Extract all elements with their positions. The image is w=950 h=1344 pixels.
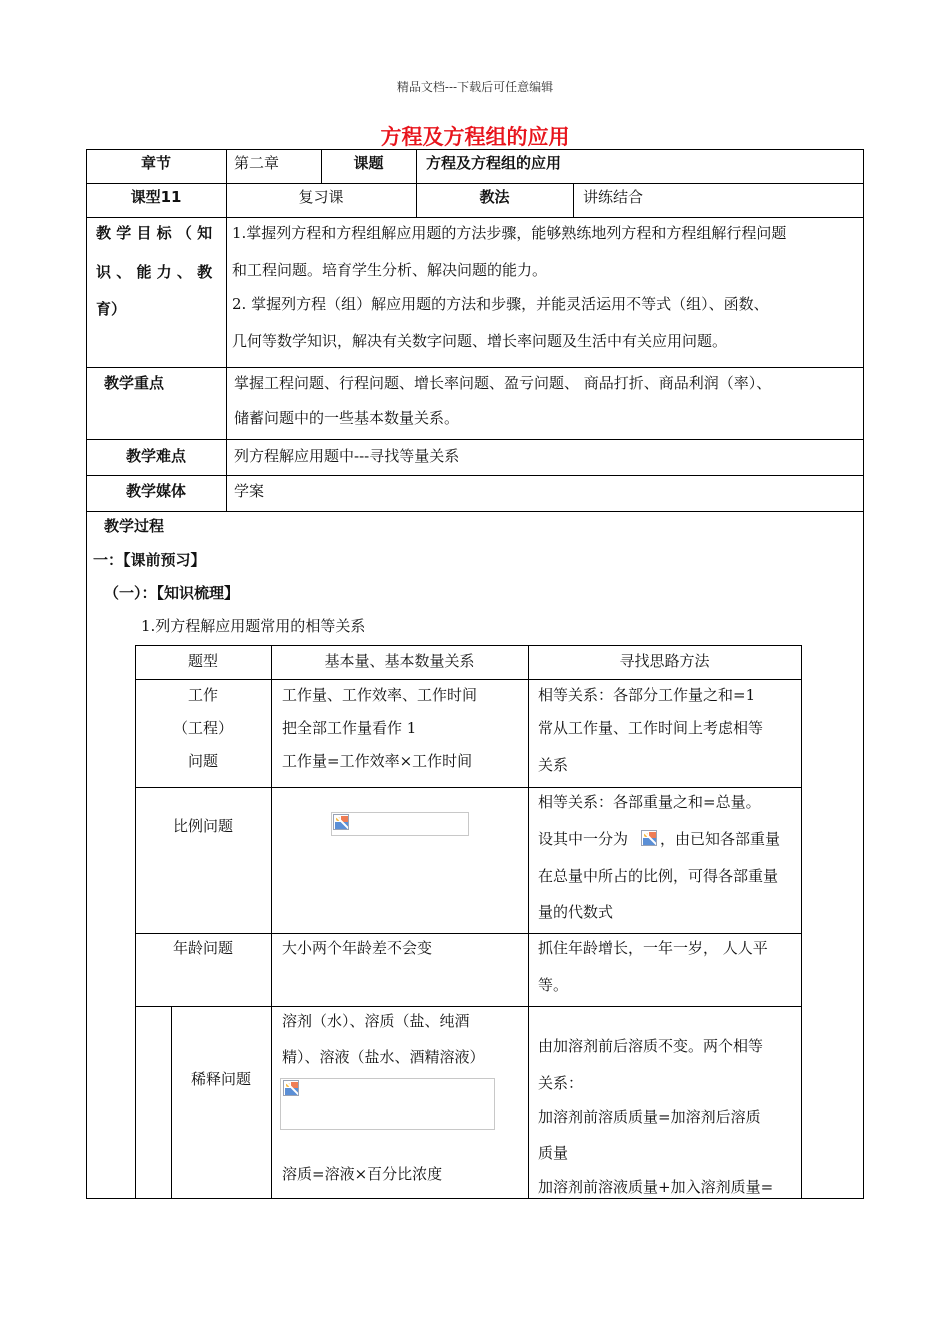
relations-table-row-divider xyxy=(135,1006,802,1007)
relations-table-row-divider xyxy=(135,787,802,788)
topic-label: 课题 xyxy=(353,154,384,172)
method-line: 相等关系：各部重量之和=总量。 xyxy=(538,793,761,811)
process-heading: 教学过程 xyxy=(104,517,165,535)
basic-relation-line: 工作量=工作效率×工作时间 xyxy=(282,752,473,770)
goals-label-line: 教 学 目 标 （ 知 xyxy=(96,224,213,242)
basic-relation-line: 工作量、工作效率、工作时间 xyxy=(282,686,478,704)
method-line: 由加溶剂前后溶质不变。两个相等 xyxy=(538,1037,764,1055)
document-title: 方程及方程组的应用 xyxy=(380,125,570,149)
relations-table-col-divider xyxy=(528,645,529,1199)
relations-header: 寻找思路方法 xyxy=(619,652,710,670)
problem-type-line: 稀释问题 xyxy=(190,1070,251,1088)
method-value: 讲练结合 xyxy=(583,188,644,206)
method-line: 在总量中所占的比例，可得各部重量 xyxy=(538,867,779,885)
info-row-divider xyxy=(86,367,864,368)
section-heading: 一：【课前预习】 xyxy=(93,551,206,569)
relations-table-row-divider xyxy=(135,679,802,680)
media-label: 教学媒体 xyxy=(125,482,186,500)
media-value: 学案 xyxy=(234,482,265,500)
relations-header: 题型 xyxy=(187,652,218,670)
problem-type-line: 问题 xyxy=(187,752,218,770)
problem-type-line: 比例问题 xyxy=(172,817,233,835)
goals-text-line: 几何等数学知识，解决有关数字问题、增长率问题及生活中有关应用问题。 xyxy=(232,332,728,350)
method-line: 相等关系：各部分工作量之和=1 xyxy=(538,686,756,704)
basic-relation-line: 精）、溶液（盐水、酒精溶液） xyxy=(282,1048,485,1066)
method-line: 常从工作量、工作时间上考虑相等 xyxy=(538,719,764,737)
lesson-type-value: 复习课 xyxy=(298,188,344,206)
broken-image-icon xyxy=(641,830,657,846)
header-note: 精品文档---下载后可任意编辑 xyxy=(396,80,554,94)
goals-text-line: 2. 掌握列方程（组）解应用题的方法和步骤，并能灵活运用不等式（组）、函数、 xyxy=(232,295,769,313)
info-row-divider xyxy=(86,475,864,476)
info-row-divider xyxy=(86,511,864,512)
broken-image-icon xyxy=(333,814,349,830)
method-line: 关系 xyxy=(538,756,569,774)
relations-table-col-divider xyxy=(171,1006,172,1199)
info-col-divider xyxy=(573,183,574,217)
method-line: 抓住年龄增长，一年一岁， 人人平 xyxy=(538,939,768,957)
method-line: 设其中一分为 xyxy=(538,830,629,848)
relations-table-border xyxy=(801,645,802,1199)
relations-table-row-divider xyxy=(135,933,802,934)
goals-label-line: 识 、 能 力 、 教 xyxy=(96,263,213,281)
broken-image-icon xyxy=(283,1080,299,1096)
info-row-divider xyxy=(86,439,864,440)
chapter-value: 第二章 xyxy=(234,154,280,172)
formula-image-frame xyxy=(280,1078,495,1130)
difficulty-label: 教学难点 xyxy=(125,447,186,465)
basic-relation-line: 溶剂（水）、溶质（盐、纯酒 xyxy=(282,1012,470,1030)
method-label: 教法 xyxy=(479,188,510,206)
method-line: 质量 xyxy=(538,1144,569,1162)
info-row-divider xyxy=(86,183,864,184)
subsection-heading: （一）：【知识梳理】 xyxy=(104,584,240,602)
key-points-label: 教学重点 xyxy=(104,374,165,392)
topic-value: 方程及方程组的应用 xyxy=(426,154,562,172)
method-line: 加溶剂前溶液质量+加入溶剂质量= xyxy=(538,1178,774,1196)
goals-text-line: 和工程问题。培育学生分析、解决问题的能力。 xyxy=(232,261,548,279)
lesson-type-label: 课型11 xyxy=(130,188,182,206)
key-points-text-line: 储蓄问题中的一些基本数量关系。 xyxy=(234,409,460,427)
formula-image-frame xyxy=(331,812,469,836)
relations-header: 基本量、基本数量关系 xyxy=(324,652,475,670)
basic-relation-line: 把全部工作量看作 1 xyxy=(282,719,417,737)
problem-type-line: 工作 xyxy=(187,686,218,704)
relations-table-border xyxy=(135,645,802,646)
method-line: ，由已知各部重量 xyxy=(660,830,781,848)
basic-relation-line: 溶质=溶液×百分比浓度 xyxy=(282,1165,443,1183)
goals-text-line: 1.掌握列方程和方程组解应用题的方法步骤，能够熟练地列方程和方程组解行程问题 xyxy=(232,224,787,242)
method-line: 关系： xyxy=(538,1074,584,1092)
basic-relation-line: 大小两个年龄差不会变 xyxy=(282,939,433,957)
key-points-text-line: 掌握工程问题、行程问题、增长率问题、盈亏问题、 商品打折、商品利润（率）、 xyxy=(234,374,772,392)
difficulty-value: 列方程解应用题中---寻找等量关系 xyxy=(234,447,460,465)
chapter-label: 章节 xyxy=(140,154,171,172)
method-line: 量的代数式 xyxy=(538,903,614,921)
relations-table-col-divider xyxy=(271,645,272,1199)
goals-label-line: 育） xyxy=(96,300,127,318)
info-row-divider xyxy=(86,217,864,218)
problem-type-line: 年龄问题 xyxy=(172,939,233,957)
problem-type-line: （工程） xyxy=(172,719,233,737)
list-item: 1.列方程解应用题常用的相等关系 xyxy=(141,617,366,635)
method-line: 加溶剂前溶质质量=加溶剂后溶质 xyxy=(538,1108,761,1126)
method-line: 等。 xyxy=(538,976,569,994)
